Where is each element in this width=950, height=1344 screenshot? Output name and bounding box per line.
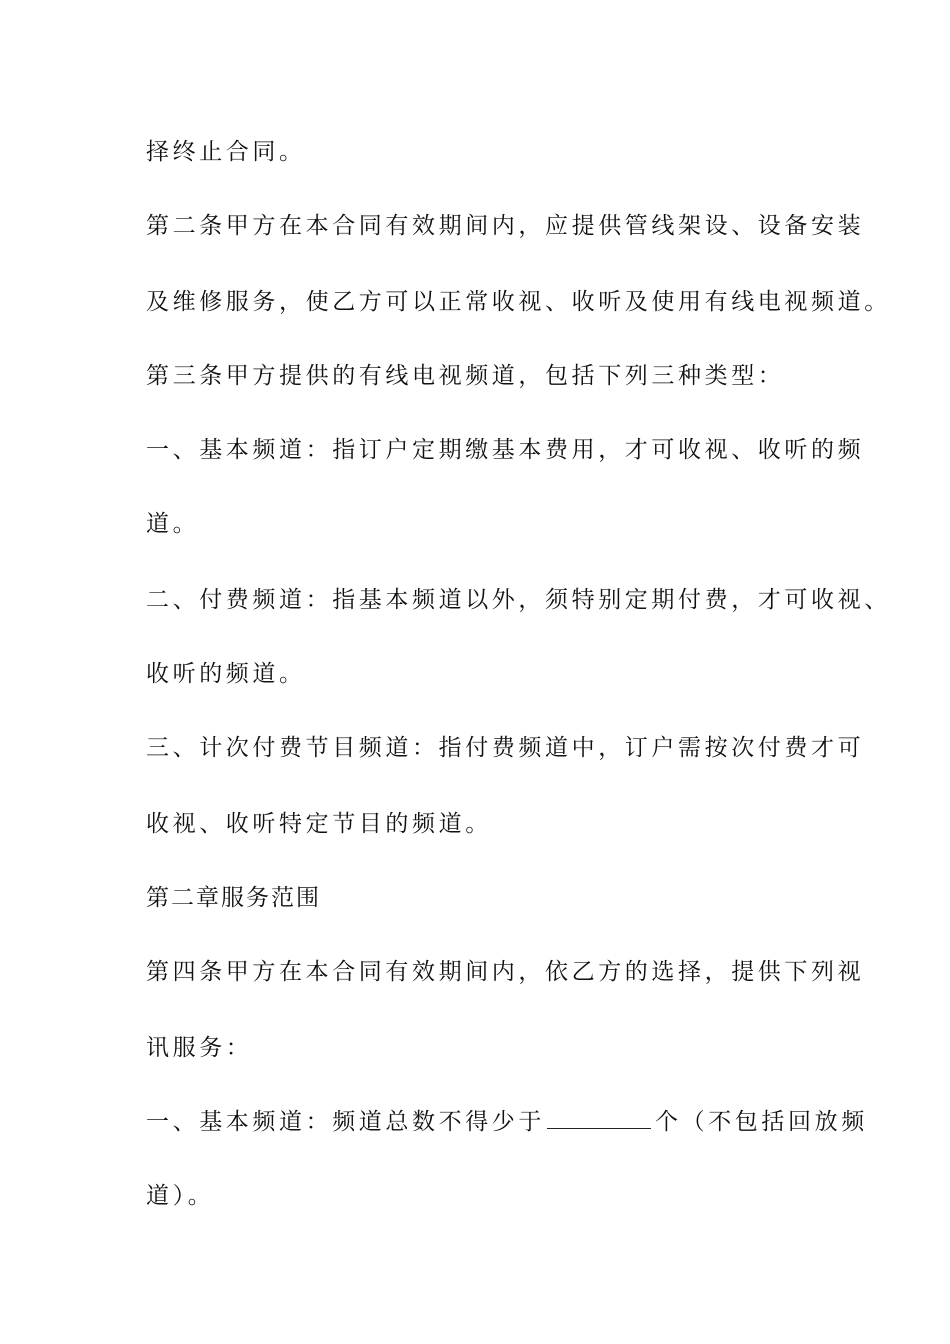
- fill-in-blank: [547, 1110, 651, 1129]
- paragraph-line: 三、计次付费节目频道：指付费频道中，订户需按次付费才可: [146, 735, 865, 761]
- paragraph-line: 收听的频道。: [146, 661, 306, 687]
- paragraph-line: 收视、收听特定节目的频道。: [146, 811, 492, 837]
- paragraph-line: 第二条甲方在本合同有效期间内，应提供管线架设、设备安装: [146, 213, 865, 239]
- paragraph-line: 一、基本频道：指订户定期缴基本费用，才可收视、收听的频: [146, 437, 865, 463]
- paragraph-line: 二、付费频道：指基本频道以外，须特别定期付费，才可收视、: [146, 587, 891, 613]
- paragraph-line: 道）。: [146, 1183, 215, 1209]
- paragraph-line: 第三条甲方提供的有线电视频道，包括下列三种类型：: [146, 363, 785, 389]
- blank-line-prefix: 一、基本频道：频道总数不得少于: [146, 1109, 545, 1135]
- paragraph-line: 择终止合同。: [146, 139, 306, 165]
- paragraph-line: 第四条甲方在本合同有效期间内，依乙方的选择，提供下列视: [146, 959, 865, 985]
- blank-line-suffix: 个（不包括回放频: [655, 1109, 868, 1135]
- paragraph-line-with-blank: [146, 1108, 868, 1136]
- paragraph-line: 讯服务：: [146, 1035, 253, 1061]
- paragraph-line: 及维修服务，使乙方可以正常收视、收听及使用有线电视频道。: [146, 289, 891, 315]
- chapter-heading: 第二章服务范围: [146, 885, 321, 911]
- paragraph-line: 道。: [146, 511, 200, 537]
